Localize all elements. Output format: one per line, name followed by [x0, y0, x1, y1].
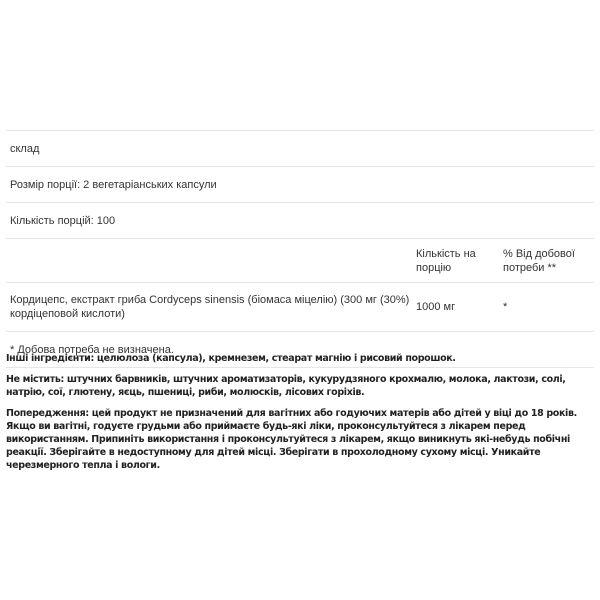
servings-per-container: Кількість порцій: 100	[6, 202, 594, 238]
table-header	[6, 238, 594, 282]
table-row	[6, 282, 594, 331]
facts-title: склад	[6, 130, 594, 166]
header-daily-value: % Від добової потреби **	[503, 248, 575, 274]
header-ingredient	[6, 247, 416, 275]
product-notes	[6, 352, 594, 480]
serving-size: Розмір порції: 2 вегетаріанських капсули	[6, 166, 594, 202]
header-amount: Кількість на порцію	[416, 248, 476, 274]
footnote: * Добова потреба не визначена.	[6, 331, 594, 367]
warning: Попередження: цей продукт не призначений для вагітних або годуючих матерів або дітей у віці до 18 років. Якщо ви вагітні, годуєте грудьми або приймаєте будь-які ліки, проконсультуйтеся з лікарем перед використанням. Припиніть використання і проконсультуйтеся з лікарем, якщо виникнуть які-небудь побічні реакції. Зберігайте в недоступному для дітей місці. Зберігати в прохолодному сухому місці. Уникайте черезмерного тепла і вологи.	[6, 408, 577, 471]
daily-value-cell: *	[503, 301, 508, 313]
supplement-facts-table	[6, 130, 594, 368]
ingredient-cell: Кордицепс, екстракт гриба Cordyceps sinensis (біомаса міцелію) (300 мг (30%) кордіцеповой кислоти)	[10, 294, 410, 320]
does-not-contain: Не містить: штучних барвників, штучних ароматизаторів, кукурудзяного крохмалю, молока, лактози, солі, натрію, сої, глютену, яєць, пшениці, риби, молюсків, лісових горіхів.	[6, 374, 566, 398]
other-ingredients: Інші інгредієнти: целюлоза (капсула), кремнезем, стеарат магнію і рисовий порошок.	[6, 353, 456, 364]
amount-cell: 1000 мг	[416, 301, 456, 313]
